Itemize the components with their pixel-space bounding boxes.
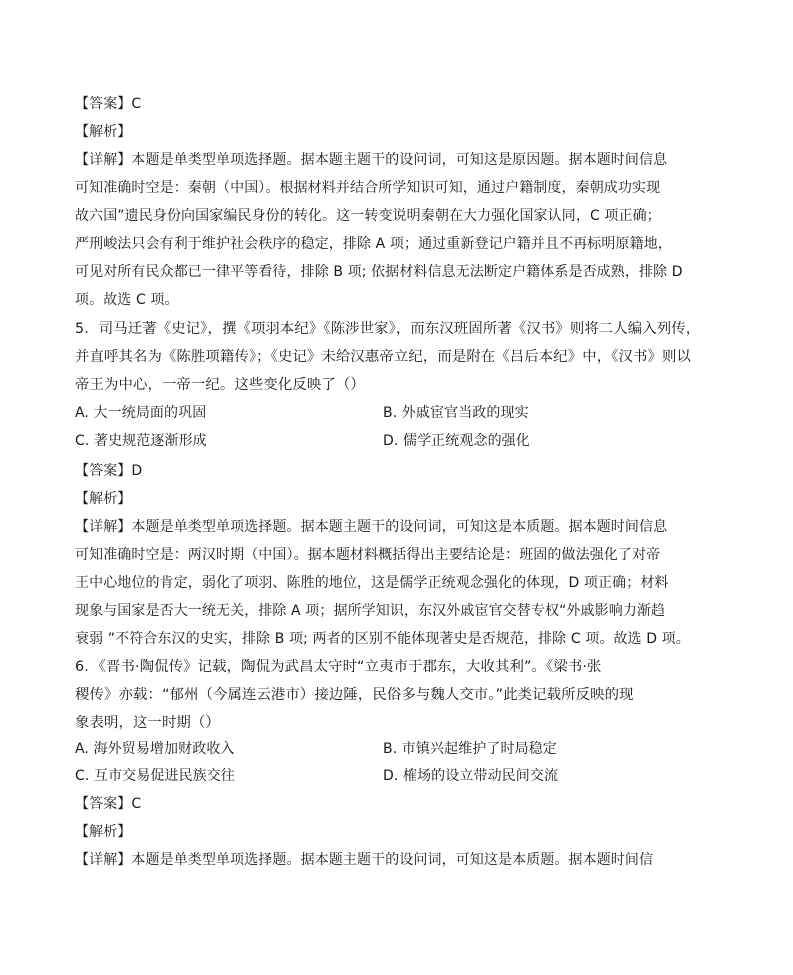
question-6-option-a: A. 海外贸易增加财政收入 [75, 741, 235, 757]
answer-label: 【答案】C [75, 796, 142, 812]
analysis-label: 【解析】 [75, 491, 132, 507]
explanation-line: 【详解】本题是单类型单项选择题。据本题主题干的设问词，可知这是原因题。据本题时间信息 [75, 152, 668, 168]
question-5-option-d: D. 儒学正统观念的强化 [383, 433, 530, 449]
question-6-option-b: B. 市镇兴起维护了时局稳定 [383, 741, 557, 757]
explanation-line: 严刑峻法只会有利于维护社会秩序的稳定，排除 A 项；通过重新登记户籍并且不再标明原籍地， [75, 236, 672, 252]
explanation-line: 可知准确时空是：两汉时期（中国）。据本题材料概括得出主要结论是：班固的做法强化了对帝 [75, 547, 661, 563]
explanation-line: 可见对所有民众都已一律平等看待，排除 B 项; 依据材料信息无法断定户籍体系是否成熟，排除 D [75, 264, 683, 280]
analysis-label: 【解析】 [75, 124, 132, 140]
question-5-option-b: B. 外戚宦官当政的现实 [383, 405, 529, 421]
question-6-option-d: D. 榷场的设立带动民间交流 [383, 768, 559, 784]
explanation-line: 王中心地位的肯定，弱化了项羽、陈胜的地位，这是儒学正统观念强化的体现，D 项正确；材料 [75, 575, 669, 591]
question-6-stem: 稷传》亦载：“郁州（今属连云港市）接边陲，民俗多与魏人交市。”此类记载所反映的现 [75, 687, 634, 703]
question-5-stem: 帝王为中心，一帝一纪。这些变化反映了（） [75, 377, 365, 393]
question-6-option-c: C. 互市交易促进民族交往 [75, 768, 235, 784]
explanation-line: 【详解】本题是单类型单项选择题。据本题主题干的设问词，可知这是本质题。据本题时间信 [75, 852, 654, 868]
answer-label: 【答案】C [75, 96, 142, 112]
explanation-line: 故六国”遗民身份向国家编民身份的转化。这一转变说明秦朝在大力强化国家认同，C 项正确； [75, 208, 661, 224]
explanation-line: 项。故选 C 项。 [75, 292, 179, 308]
question-5-stem: 并直呼其名为《陈胜项籍传》；《史记》未给汉惠帝立纪，而是附在《吕后本纪》中，《汉书》则以 [75, 349, 691, 365]
explanation-line: 【详解】本题是单类型单项选择题。据本题主题干的设问词，可知这是本质题。据本题时间信息 [75, 519, 668, 535]
question-5-stem: 5．司马迁著《史记》，撰《项羽本纪》《陈涉世家》，而东汉班固所著《汉书》则将二人编入列传， [75, 321, 701, 337]
answer-label: 【答案】D [75, 463, 143, 479]
question-6-stem: 象表明，这一时期（） [75, 715, 220, 731]
question-5-option-c: C. 著史规范逐渐形成 [75, 433, 207, 449]
analysis-label: 【解析】 [75, 824, 132, 840]
question-5-option-a: A. 大一统局面的巩固 [75, 405, 207, 421]
question-6-stem: 6．《晋书·陶侃传》记载，陶侃为武昌太守时“立夷市于郡东，大收其利”。《梁书·张 [75, 659, 602, 675]
explanation-line: 衰弱 ”不符合东汉的史实，排除 B 项; 两者的区别不能体现著史是否规范，排除 C 项。故选 D 项。 [75, 631, 690, 647]
explanation-line: 现象与国家是否大一统无关，排除 A 项；据所学知识，东汉外戚宦官交替专权“外戚影响力渐趋 [75, 603, 666, 619]
explanation-line: 可知准确时空是：秦朝（中国）。根据材料并结合所学知识可知，通过户籍制度，秦朝成功实现 [75, 180, 661, 196]
